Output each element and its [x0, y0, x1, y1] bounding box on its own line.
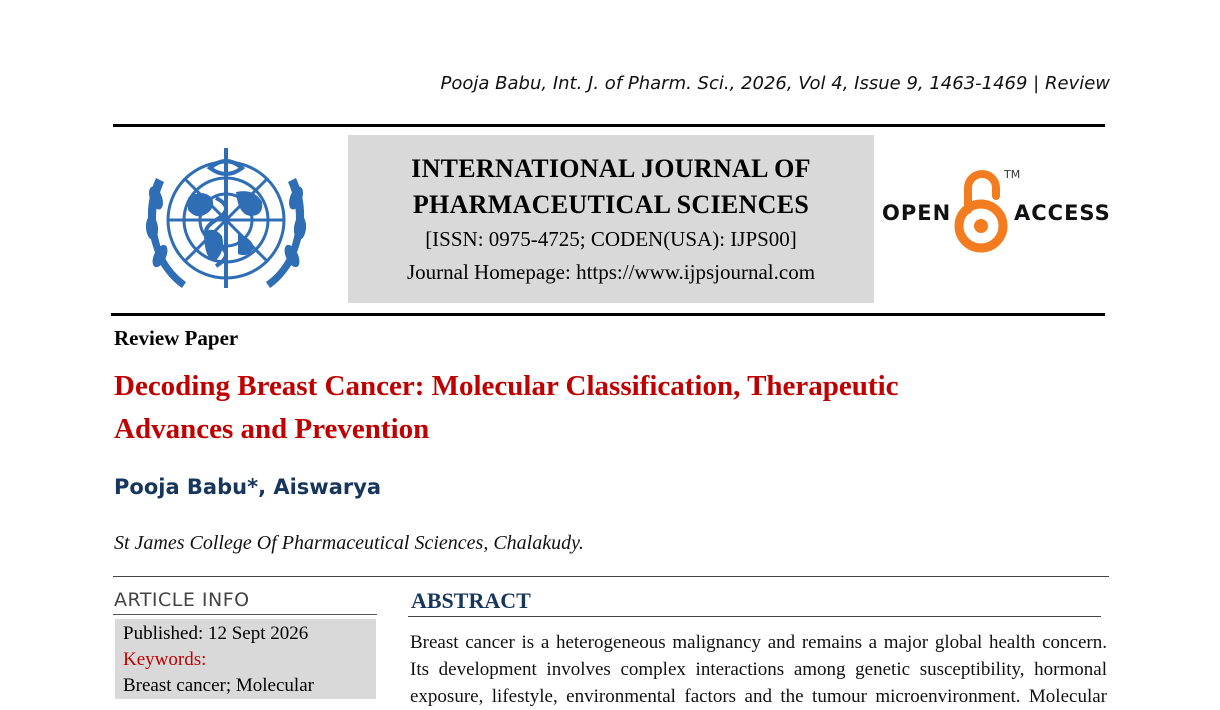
journal-banner [348, 135, 874, 303]
published-date: Published: 12 Sept 2026 [123, 623, 309, 644]
article-info-underline [113, 614, 377, 615]
paper-title-line1: Decoding Breast Cancer: Molecular Classification, Therapeutic [114, 370, 899, 402]
open-access-left-text: OPEN [882, 201, 952, 225]
abstract-underline [408, 616, 1101, 617]
open-access-logo [880, 166, 1111, 254]
abstract-line: Its development involves complex interactions among genetic susceptibility, hormonal [410, 659, 1107, 680]
paper-affiliation: St James College Of Pharmaceutical Sciences, Chalakudy. [114, 532, 584, 554]
keywords-label: Keywords: [123, 649, 207, 670]
trademark-mark: TM [1004, 168, 1021, 181]
paper-title [114, 365, 1034, 451]
paper-title-line2: Advances and Prevention [114, 413, 430, 445]
journal-homepage-link[interactable]: Journal Homepage: https://www.ijpsjournal.com [406, 260, 816, 284]
journal-title-line2: PHARMACEUTICAL SCIENCES [412, 190, 810, 219]
paper-authors: Pooja Babu*, Aiswarya [114, 475, 382, 499]
un-emblem-logo [126, 138, 326, 306]
top-rule [113, 124, 1105, 127]
paper-type: Review Paper [114, 326, 239, 350]
header-bottom-rule [111, 313, 1105, 316]
article-info-box [115, 619, 376, 699]
abstract-line: exposure, lifestyle, environmental factors and the tumour microenvironment. Molecular [410, 686, 1107, 707]
section-divider [113, 576, 1109, 577]
keywords-text: Breast cancer; Molecular [123, 675, 314, 696]
journal-title-line1: INTERNATIONAL JOURNAL OF [411, 154, 811, 183]
journal-issn: [ISSN: 0975-4725; CODEN(USA): IJPS00] [425, 227, 797, 251]
abstract-line: Breast cancer is a heterogeneous malignancy and remains a major global health concern. [410, 632, 1107, 653]
citation-header: Pooja Babu, Int. J. of Pharm. Sci., 2026, Vol 4, Issue 9, 1463-1469 | Review [440, 73, 1110, 94]
open-access-right-text: ACCESS [1014, 201, 1111, 225]
article-info-heading: ARTICLE INFO [114, 589, 250, 611]
abstract-heading: ABSTRACT [411, 588, 531, 613]
abstract-text [410, 629, 1107, 710]
